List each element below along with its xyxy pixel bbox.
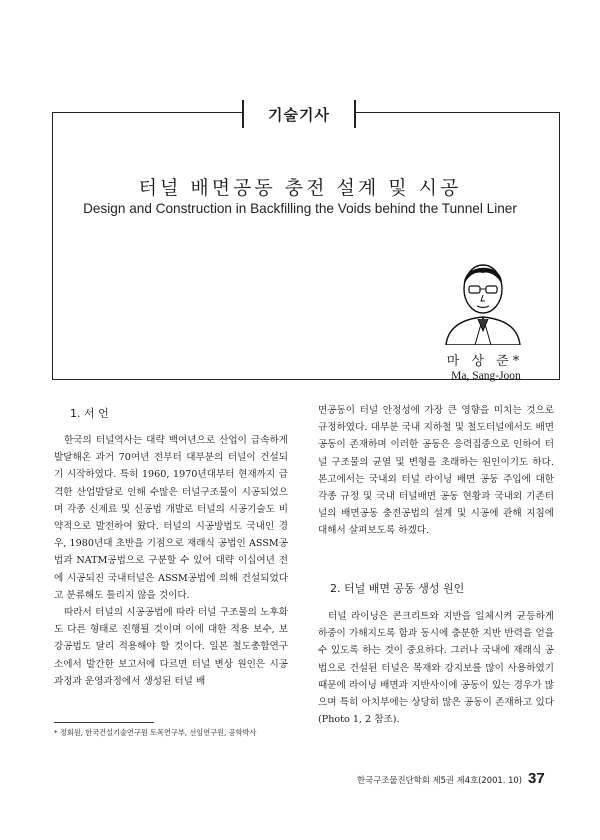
- footnote-rule: [54, 722, 154, 723]
- journal-footer: 한국구조물진단학회 제5권 제4호(2001. 10): [357, 775, 522, 785]
- paragraph: 따라서 터널의 시공공법에 따라 터널 구조물의 노후화도 다른 형태로 진행될 것이며 이에 대한 적용 보수, 보강공법도 달리 적용해야 할 것이다. 일본 철도총합연구소에서 발간한 보고서에 다르면 터널 변상 원인은 시공과정과 운영과정에서 생성된 터널 배: [54, 607, 288, 687]
- section-1-heading: 1. 서 언: [70, 407, 109, 420]
- paragraph: 면공동이 터널 안정성에 가장 큰 영향을 미치는 것으로 규정하였다. 대부분 국내 지하철 및 철도터널에서도 배면공동이 존재하며 이러한 공동은 응력집중으로 인하여 터널 구조물의 균열 및 변형을 초래하는 원인이기도 하다. 본고에서는 국내외 터널 라이닝 배면 공동 주입에 대한 각종 규정 및 국내 터널배면 공동 현황과 국내외 기존터널의 배면공동 충전공법의 설계 및 시공에 관해 지침에 대해서 살펴보도록 하겠다.: [318, 405, 554, 537]
- page-number: 37: [528, 770, 545, 787]
- article-title-en: Design and Construction in Backfilling the Voids behind the Tunnel Liner: [83, 201, 517, 216]
- section-tag-label: 기술기사: [268, 105, 330, 124]
- column-left: [54, 432, 288, 690]
- author-name-ko: 마 상 준*: [446, 354, 524, 369]
- author-name-en: Ma, Sang-Joon: [451, 370, 521, 382]
- article-title-ko: 터널 배면공동 충전 설계 및 시공: [138, 177, 462, 199]
- section-tag: [242, 100, 356, 128]
- section-2-heading: 2. 터널 배면 공동 생성 원인: [330, 582, 465, 595]
- footnote: * 정회원, 한국건설기술연구원 토목연구부, 선임연구원, 공학박사: [54, 728, 257, 737]
- paragraph: 한국의 터널역사는 대략 백여년으로 산업이 급속하게 발달해온 과거 70여년 전부터 대부분의 터널이 건설되기 시작하였다. 특히 1960, 1970년대부터 현재까지 급격한 산업발달로 인해 수많은 터널구조물이 시공되었으며 각종 신제료 및 신공법 개발로 터널의 시공기술도 비약적으로 발전하여 왔다. 터널의 시공방법도 국내인 경우, 1980년대 초반을 기점으로 재래식 공법인 ASSM공법과 NATM공법으로 구분할 수 있어 대략 이십여년 전에 시공되진 국내터널은 ASSM공법에 의해 건설되었다고 분류해도 틀리지 않을 것이다.: [54, 435, 288, 601]
- paragraph: 터널 라이닝은 콘크리트와 지반을 일체시켜 균등하게 하중이 가해지도록 함과 동시에 충분한 지반 반력을 얻을 수 있도록 하는 것이 중요하다. 그러나 국내에 재래식 공법으로 건설된 터널은 목재와 강지보를 많이 사용하였기 때문에 라이닝 배면과 지반사이에 공동이 있는 경우가 많으며 특히 아치부에는 상당히 많은 공동이 존재하고 있다(Photo 1, 2 참조).: [318, 611, 554, 726]
- author-portrait-icon: [440, 253, 526, 345]
- column-right-top: [318, 402, 554, 540]
- column-right-bottom: [318, 608, 554, 728]
